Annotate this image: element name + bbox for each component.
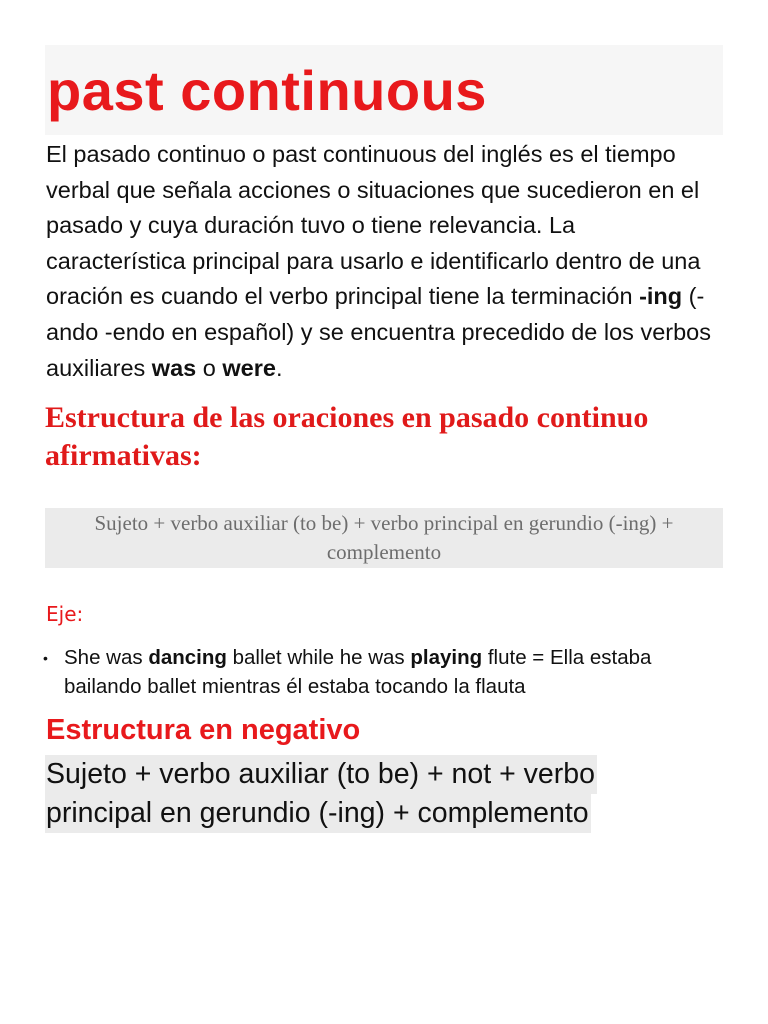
intro-text: (-ando -endo en español) y se encuentra precedido de los verbos auxiliares bbox=[46, 283, 711, 381]
example-bold: playing bbox=[410, 646, 483, 670]
example-text: flute = Ella estaba bailando ballet mientras él estaba tocando la flauta bbox=[64, 646, 652, 699]
intro-paragraph bbox=[46, 137, 718, 386]
list-item bbox=[45, 643, 728, 701]
intro-text: . bbox=[275, 354, 283, 381]
negative-formula bbox=[45, 755, 685, 833]
intro-text: El pasado continuo o past continuous del inglés es el tiempo verbal que señala acciones o situaciones que sucedieron en el pasado y cuya duración tuvo o tiene relevancia. La característica principal para usarlo e identificarlo dentro de una oración es cuando el verbo principal tiene la terminación bbox=[46, 141, 701, 310]
title-band bbox=[45, 45, 723, 135]
affirmative-heading: Estructura de las oraciones en pasado continuo afirmativas: bbox=[45, 401, 649, 473]
intro-ing: -ing bbox=[639, 283, 683, 310]
intro-text: o bbox=[196, 354, 223, 381]
example-bold: dancing bbox=[148, 646, 227, 670]
negative-formula-line: Sujeto + verbo auxiliar (to be) + not + verbo bbox=[45, 755, 597, 794]
example-label: Eje: bbox=[46, 602, 84, 627]
bullet-icon: • bbox=[43, 650, 48, 667]
example-text: She was bbox=[64, 646, 149, 670]
negative-formula-line: principal en gerundio (-ing) + complemento bbox=[45, 794, 591, 833]
example-list bbox=[45, 643, 723, 701]
affirmative-formula: Sujeto + verbo auxiliar (to be) + verbo principal en gerundio (-ing) + complemento bbox=[45, 508, 723, 568]
example-text: ballet while he was bbox=[226, 646, 411, 670]
negative-heading: Estructura en negativo bbox=[46, 714, 361, 747]
page-title: past continuous bbox=[47, 59, 487, 122]
intro-was: was bbox=[151, 354, 197, 381]
document-page bbox=[45, 45, 723, 833]
intro-were: were bbox=[222, 354, 276, 381]
